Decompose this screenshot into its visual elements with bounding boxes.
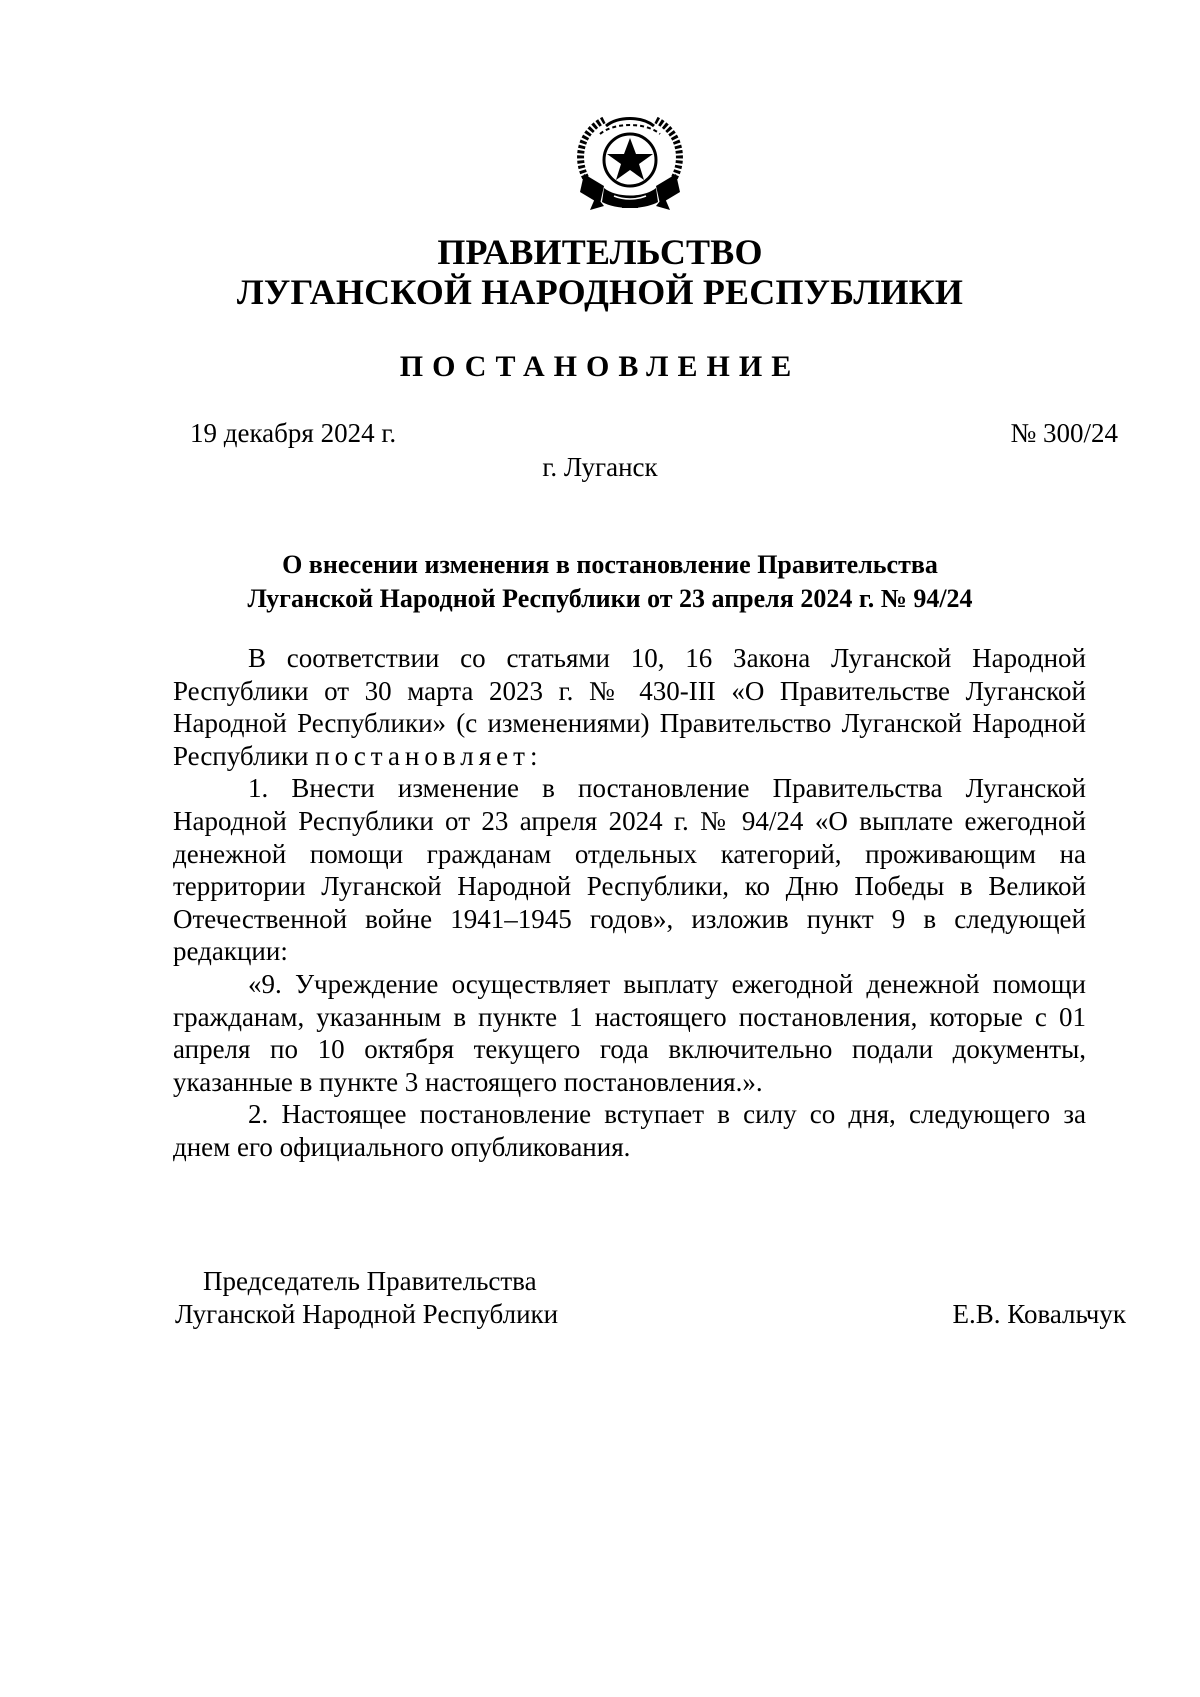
document-body (173, 642, 1086, 1164)
signatory-position-line-1: Председатель Правительства (203, 1266, 537, 1296)
document-title-line-1: О внесении изменения в постановление Правительства (282, 550, 938, 579)
organization-name-line-1: ПРАВИТЕЛЬСТВО (437, 232, 763, 272)
document-title (150, 548, 1070, 616)
document-date: 19 декабря 2024 г. (190, 418, 397, 448)
item-1-paragraph: 1. Внести изменение в постановление Правительства Луганской Народной Республики от 23 апреля 2024 г. № 94/24 «О выплате ежегодной денежной помощи гражданам отдельных категорий, проживающим на территории Луганской Народной Республики, ко Дню Победы в Великой Отечественной войне 1941–1945 годов», изложив пункт 9 в следующей редакции: (173, 773, 1086, 967)
preamble-paragraph (173, 642, 1086, 772)
preamble-text: В соответствии со статьями 10, 16 Закона Луганской Народной Республики от 30 марта 2023 г. № 430-III «О Правительстве Луганской Народной Республики» (с изменениями) Правительство Луганской Народной Республики (173, 643, 1086, 771)
document-title-line-2: Луганской Народной Республики от 23 апреля 2024 г. № 94/24 (247, 584, 973, 613)
organization-name-line-2: ЛУГАНСКОЙ НАРОДНОЙ РЕСПУБЛИКИ (236, 272, 964, 312)
document-type: ПОСТАНОВЛЕНИЕ (399, 350, 801, 383)
signatory-name: Е.В. Ковальчук (952, 1299, 1126, 1329)
document-number: № 300/24 (1010, 418, 1118, 448)
item-2-paragraph: 2. Настоящее постановление вступает в силу со дня, следующего за днем его официального опубликования. (173, 1099, 1086, 1162)
item-1-quote-paragraph: «9. Учреждение осуществляет выплату ежегодной денежной помощи гражданам, указанным в пункте 1 настоящего постановления, которые с 01 апреля по 10 октября текущего года включительно подали документы, указанные в пункте 3 настоящего постановления.». (173, 968, 1086, 1097)
preamble-verb: постановляет (315, 740, 530, 771)
lpr-coat-of-arms-icon (570, 110, 690, 215)
document-city: г. Луганск (542, 452, 658, 482)
signatory-position-line-2: Луганской Народной Республики (175, 1299, 559, 1329)
signatory-position (175, 1265, 558, 1331)
preamble-colon: : (529, 740, 538, 771)
